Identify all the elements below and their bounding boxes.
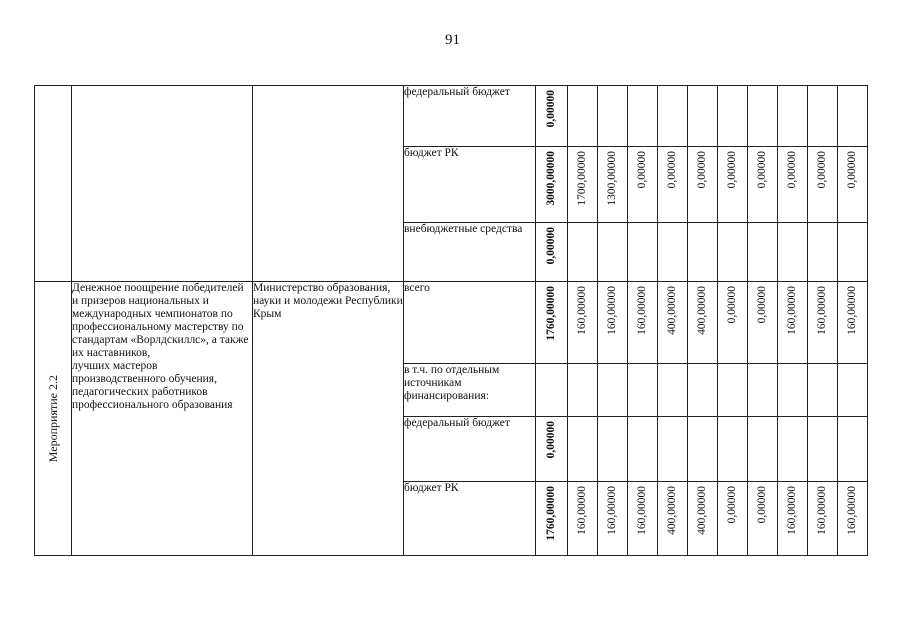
year-cell-10 — [838, 86, 868, 147]
year-cell-10 — [838, 223, 868, 282]
year-cell-10-value: 160,00000 — [846, 485, 858, 535]
year-cell-8 — [778, 223, 808, 282]
funding-source: в т.ч. по отдельным источникам финансирования: — [404, 364, 536, 417]
year-cell-6 — [718, 481, 748, 555]
description-cell-empty — [72, 86, 253, 282]
year-cell-1-value: 1700,00000 — [576, 151, 588, 206]
year-cell-3 — [628, 223, 658, 282]
page-number: 91 — [445, 32, 460, 48]
year-cell-7 — [748, 86, 778, 147]
year-cell-4-value: 400,00000 — [666, 286, 678, 335]
total-cell-value: 3000,00000 — [545, 151, 557, 206]
year-cell-5-value: 400,00000 — [696, 485, 708, 535]
year-cell-2-value: 1300,00000 — [606, 151, 618, 206]
year-cell-10 — [838, 481, 868, 555]
year-cell-3-value: 0,00000 — [636, 151, 648, 189]
year-cell-4 — [658, 282, 688, 364]
year-cell-1 — [568, 147, 598, 223]
year-cell-8 — [778, 86, 808, 147]
year-cell-1-value: 160,00000 — [576, 485, 588, 535]
year-cell-2 — [598, 223, 628, 282]
year-cell-1 — [568, 86, 598, 147]
year-cell-7 — [748, 147, 778, 223]
year-cell-3 — [628, 417, 658, 481]
year-cell-8 — [778, 282, 808, 364]
year-cell-2 — [598, 364, 628, 417]
year-cell-4 — [658, 364, 688, 417]
measure-label-cell-empty — [35, 86, 72, 282]
year-cell-10 — [838, 364, 868, 417]
measure-description: Денежное поощрение победителей и призеров национальных и международных чемпионатов по профессиональному мастерству по стандартам «Ворлдскиллс», а также их наставников, лучших мастеров производственного обучения, педагогических работников профессионального образования — [72, 282, 253, 556]
funding-source: федеральный бюджет — [404, 417, 536, 481]
year-cell-7-value: 0,00000 — [756, 485, 768, 524]
funding-source: всего — [404, 282, 536, 364]
year-cell-7-value: 0,00000 — [756, 151, 768, 189]
year-cell-8 — [778, 417, 808, 481]
year-cell-9 — [808, 86, 838, 147]
year-cell-9-value: 0,00000 — [816, 151, 828, 189]
year-cell-1-value: 160,00000 — [576, 286, 588, 335]
year-cell-7-value: 0,00000 — [756, 286, 768, 324]
year-cell-4-value: 0,00000 — [666, 151, 678, 189]
total-cell-value: 0,00000 — [545, 227, 557, 265]
year-cell-3-value: 160,00000 — [636, 485, 648, 535]
year-cell-3 — [628, 147, 658, 223]
year-cell-8 — [778, 147, 808, 223]
year-cell-6 — [718, 86, 748, 147]
total-cell — [536, 481, 568, 555]
total-cell-value: 1760,00000 — [545, 485, 557, 541]
total-cell-value: 0,00000 — [545, 421, 557, 459]
year-cell-1 — [568, 364, 598, 417]
funding-source: федеральный бюджет — [404, 86, 536, 147]
year-cell-5 — [688, 481, 718, 555]
year-cell-3 — [628, 364, 658, 417]
year-cell-8 — [778, 481, 808, 555]
year-cell-6-value: 0,00000 — [726, 151, 738, 189]
measure-label-cell — [35, 282, 72, 556]
year-cell-6-value: 0,00000 — [726, 485, 738, 524]
budget-table — [34, 85, 868, 556]
year-cell-9 — [808, 147, 838, 223]
year-cell-7 — [748, 417, 778, 481]
year-cell-5-value: 400,00000 — [696, 286, 708, 335]
year-cell-1 — [568, 282, 598, 364]
year-cell-2-value: 160,00000 — [606, 485, 618, 535]
year-cell-4 — [658, 481, 688, 555]
year-cell-5 — [688, 282, 718, 364]
year-cell-10 — [838, 282, 868, 364]
year-cell-8 — [778, 364, 808, 417]
total-cell — [536, 147, 568, 223]
year-cell-2 — [598, 417, 628, 481]
total-cell-value: 0,00000 — [545, 90, 557, 128]
year-cell-3-value: 160,00000 — [636, 286, 648, 335]
table-row — [35, 86, 868, 147]
year-cell-1 — [568, 417, 598, 481]
year-cell-5 — [688, 223, 718, 282]
year-cell-10 — [838, 147, 868, 223]
year-cell-8-value: 0,00000 — [786, 151, 798, 189]
year-cell-4 — [658, 223, 688, 282]
year-cell-10 — [838, 417, 868, 481]
year-cell-10-value: 160,00000 — [846, 286, 858, 335]
year-cell-9 — [808, 481, 838, 555]
year-cell-5-value: 0,00000 — [696, 151, 708, 189]
year-cell-5 — [688, 417, 718, 481]
total-cell — [536, 86, 568, 147]
year-cell-9 — [808, 417, 838, 481]
year-cell-9-value: 160,00000 — [816, 286, 828, 335]
year-cell-6 — [718, 417, 748, 481]
year-cell-9 — [808, 223, 838, 282]
total-cell — [536, 364, 568, 417]
measure-label: Мероприятие 2.2 — [45, 374, 60, 463]
year-cell-6-value: 0,00000 — [726, 286, 738, 324]
year-cell-6 — [718, 364, 748, 417]
table-row — [35, 282, 868, 364]
total-cell — [536, 223, 568, 282]
year-cell-8-value: 160,00000 — [786, 286, 798, 335]
year-cell-3 — [628, 481, 658, 555]
year-cell-1 — [568, 223, 598, 282]
year-cell-2 — [598, 481, 628, 555]
year-cell-3 — [628, 86, 658, 147]
total-cell — [536, 282, 568, 364]
year-cell-7 — [748, 223, 778, 282]
total-cell-value: 1760,00000 — [545, 286, 557, 341]
year-cell-2 — [598, 86, 628, 147]
year-cell-6 — [718, 282, 748, 364]
year-cell-4 — [658, 86, 688, 147]
year-cell-5 — [688, 86, 718, 147]
year-cell-5 — [688, 147, 718, 223]
year-cell-9 — [808, 282, 838, 364]
year-cell-6 — [718, 223, 748, 282]
year-cell-1 — [568, 481, 598, 555]
funding-source: бюджет РК — [404, 481, 536, 555]
funding-source: бюджет РК — [404, 147, 536, 223]
executor-cell-empty — [253, 86, 404, 282]
year-cell-4 — [658, 147, 688, 223]
year-cell-2 — [598, 282, 628, 364]
total-cell — [536, 417, 568, 481]
year-cell-9-value: 160,00000 — [816, 485, 828, 535]
year-cell-7 — [748, 481, 778, 555]
year-cell-8-value: 160,00000 — [786, 485, 798, 535]
year-cell-4-value: 400,00000 — [666, 485, 678, 535]
measure-executor: Министерство образования, науки и молодежи Республики Крым — [253, 282, 404, 556]
year-cell-3 — [628, 282, 658, 364]
year-cell-7 — [748, 364, 778, 417]
year-cell-7 — [748, 282, 778, 364]
year-cell-10-value: 0,00000 — [846, 151, 858, 189]
year-cell-2 — [598, 147, 628, 223]
year-cell-5 — [688, 364, 718, 417]
funding-source: внебюджетные средства — [404, 223, 536, 282]
year-cell-4 — [658, 417, 688, 481]
year-cell-2-value: 160,00000 — [606, 286, 618, 335]
year-cell-9 — [808, 364, 838, 417]
year-cell-6 — [718, 147, 748, 223]
